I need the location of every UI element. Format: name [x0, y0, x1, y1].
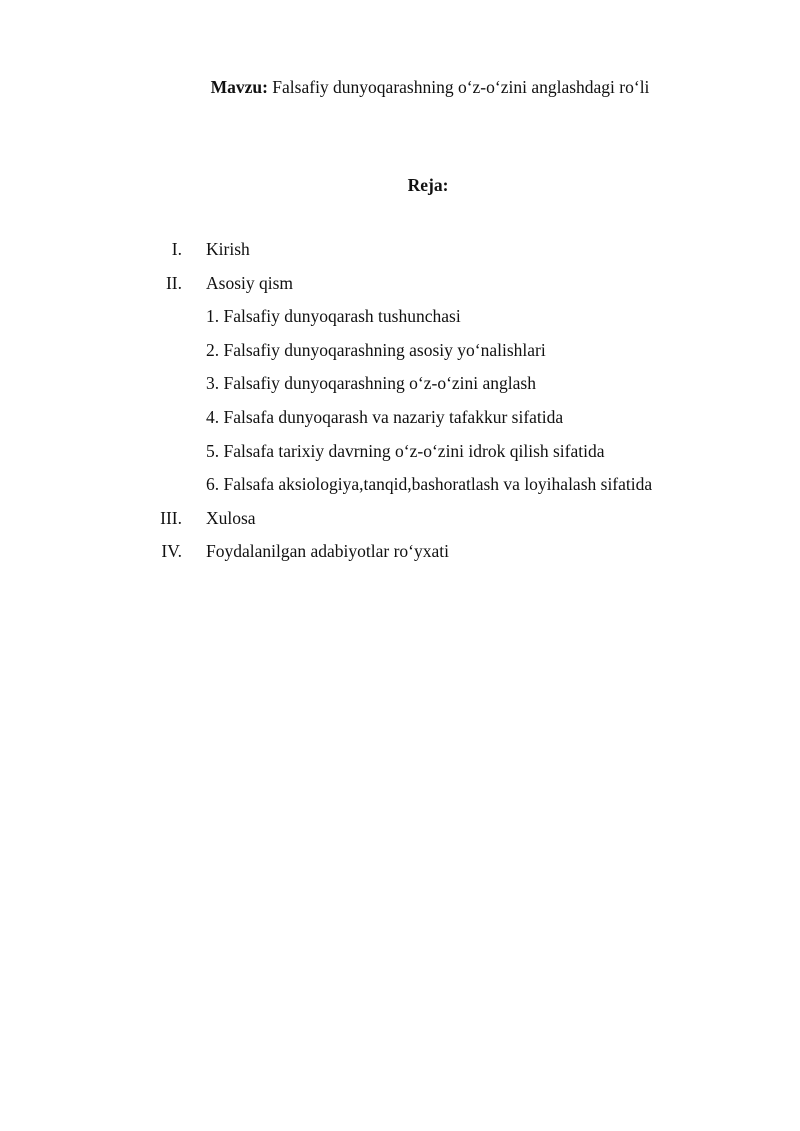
document-title — [0, 75, 800, 99]
subsection-item — [0, 439, 800, 473]
section-title: Xulosa — [206, 507, 256, 528]
plan-item-intro — [0, 237, 800, 271]
subsection-item — [0, 371, 800, 405]
section-numeral: I. — [171, 239, 182, 259]
section-title: Asosiy qism — [206, 272, 294, 293]
subsection-title: 6. Falsafa aksiologiya,tanqid,bashoratlash va loyihalash sifatida — [206, 474, 653, 495]
subsection-title: 4. Falsafa dunyoqarash va nazariy tafakkur sifatida — [206, 406, 564, 427]
subsection-item — [0, 405, 800, 439]
subsection-item — [0, 338, 800, 372]
subsection-title: 3. Falsafiy dunyoqarashning o‘z-o‘zini anglash — [206, 373, 536, 394]
section-title: Foydalanilgan adabiyotlar ro‘yxati — [206, 541, 449, 562]
plan-item-conclusion — [0, 506, 800, 540]
subsection-item — [0, 472, 800, 506]
subsection-title: 1. Falsafiy dunyoqarash tushunchasi — [206, 306, 461, 327]
plan-heading: Reja: — [407, 175, 449, 195]
subsection-item — [0, 304, 800, 338]
plan-list — [0, 237, 800, 573]
section-numeral: II. — [165, 272, 182, 293]
title-text: Falsafiy dunyoqarashning o‘z-o‘zini anglashdagi ro‘li — [267, 77, 650, 97]
section-title: Kirish — [206, 239, 250, 259]
title-label: Mavzu: — [210, 77, 268, 97]
plan-item-references — [0, 539, 800, 573]
section-numeral: IV. — [161, 541, 182, 562]
subsection-title: 2. Falsafiy dunyoqarashning asosiy yo‘nalishlari — [206, 339, 546, 360]
plan-item-main — [0, 271, 800, 305]
subsection-title: 5. Falsafa tarixiy davrning o‘z-o‘zini idrok qilish sifatida — [206, 440, 605, 461]
section-numeral: III. — [160, 507, 182, 528]
